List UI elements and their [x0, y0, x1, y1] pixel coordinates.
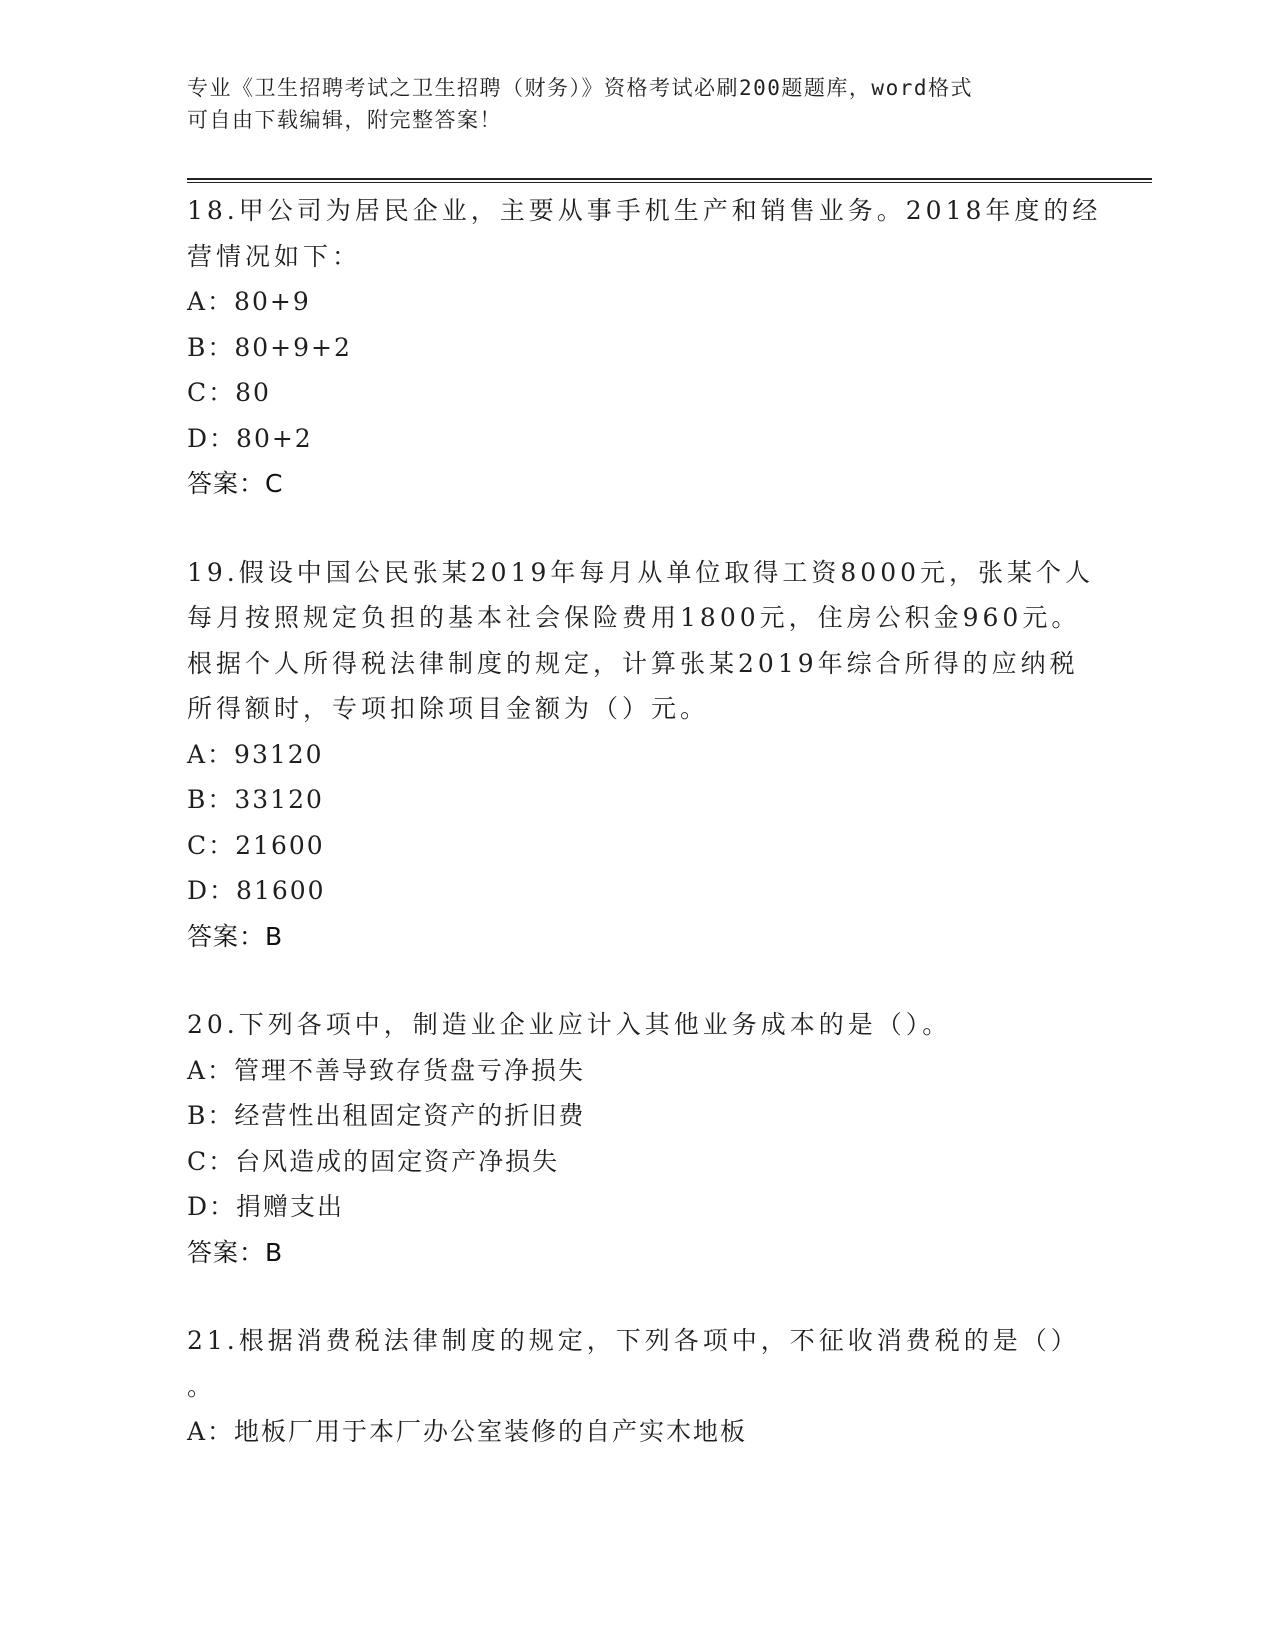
- question-text: 19.假设中国公民张某2019年每月从单位取得工资8000元，张某个人: [187, 557, 1095, 587]
- header-rule-thick: [187, 178, 1152, 180]
- answer: 答案：C: [187, 469, 284, 498]
- question-18: [187, 188, 1102, 507]
- answer: 答案：B: [187, 1237, 284, 1267]
- option-d: D：捐赠支出: [187, 1192, 345, 1221]
- option-a: A：地板厂用于本厂办公室装修的自产实木地板: [187, 1417, 748, 1446]
- header-rule-thin: [187, 182, 1152, 183]
- question-19: [187, 550, 1095, 960]
- question-20: [187, 1002, 1087, 1275]
- question-text: 每月按照规定负担的基本社会保险费用1800元，住房公积金960元。: [187, 603, 1081, 632]
- question-list: [187, 188, 1102, 1498]
- question-text: 21.根据消费税法律制度的规定，下列各项中，不征收消费税的是（）: [187, 1326, 1080, 1355]
- option-c: C：台风造成的固定资产净损失: [187, 1146, 560, 1176]
- header-line-2: 可自由下载编辑，附完整答案！: [187, 108, 502, 132]
- question-text: 根据个人所得税法律制度的规定，计算张某2019年综合所得的应纳税: [187, 648, 1079, 678]
- option-b: B：80+9+2: [187, 332, 352, 362]
- question-text: 所得额时，专项扣除项目金额为（）元。: [187, 694, 710, 723]
- document-header: [187, 72, 1067, 136]
- option-b: B：经营性出租固定资产的折旧费: [187, 1101, 586, 1130]
- answer: 答案：B: [187, 921, 284, 951]
- option-a: A：80+9: [187, 287, 311, 316]
- option-d: D：80+2: [187, 423, 313, 453]
- option-c: C：21600: [187, 830, 325, 860]
- question-text: 营情况如下：: [187, 241, 362, 271]
- question-21: [187, 1318, 1087, 1455]
- option-c: C：80: [187, 378, 271, 407]
- header-line-1: 专业《卫生招聘考试之卫生招聘（财务）》资格考试必刷200题题库，word格式: [187, 76, 973, 100]
- question-text: 20.下列各项中，制造业企业应计入其他业务成本的是（）。: [187, 1010, 952, 1039]
- option-b: B：33120: [187, 785, 324, 814]
- question-text: 18.甲公司为居民企业，主要从事手机生产和销售业务。2018年度的经: [187, 196, 1102, 225]
- option-a: A：93120: [187, 739, 324, 769]
- option-a: A：管理不善导致存货盘亏净损失: [187, 1055, 586, 1085]
- question-text: 。: [187, 1371, 217, 1401]
- option-d: D：81600: [187, 876, 326, 905]
